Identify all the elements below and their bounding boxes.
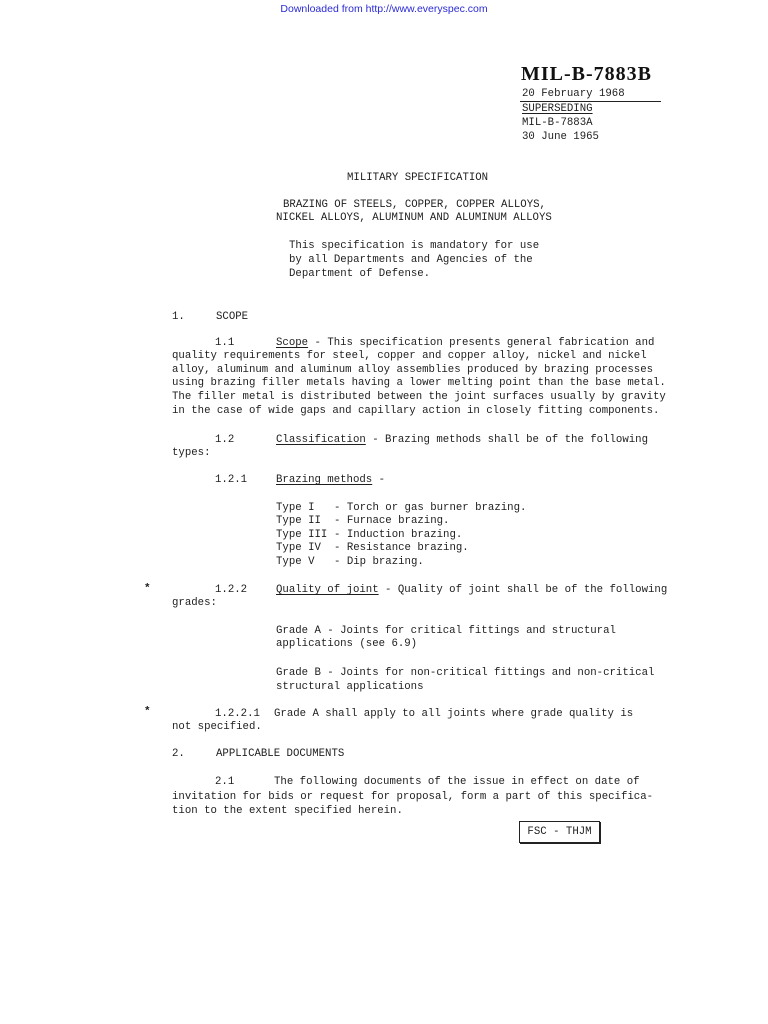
paragraph-text: - Brazing methods shall be of the following [365, 434, 648, 446]
paragraph-number: 2.1 [215, 776, 235, 788]
superseded-document-date: 30 June 1965 [522, 131, 599, 143]
brazing-type-label: Type V [276, 556, 315, 568]
paragraph-line: grades: [172, 597, 217, 609]
brazing-type-label: Type IV [276, 542, 321, 554]
revision-marker: * [144, 583, 151, 595]
paragraph-line: using brazing filler metals having a lower melting point than the base metal. [172, 377, 666, 389]
paragraph-number: 1.2.1 [215, 474, 248, 486]
paragraph-heading: Scope [276, 337, 309, 349]
section-number: 2. [172, 748, 185, 760]
grade-line: Grade A - Joints for critical fittings and structural [276, 625, 616, 637]
grade-line: Grade B - Joints for non-critical fittings and non-critical [276, 667, 655, 679]
paragraph-first-line [276, 434, 648, 447]
paragraph-line: invitation for bids or request for proposal, form a part of this specifica- [172, 791, 654, 803]
document-date: 20 February 1968 [522, 88, 625, 100]
paragraph-first-line [276, 337, 654, 350]
paragraph-heading: Brazing methods [276, 474, 373, 486]
paragraph-number: 1.2 [215, 434, 235, 446]
fsc-code: FSC - THJM [527, 826, 592, 838]
paragraph-first-line: The following documents of the issue in effect on date of [274, 776, 640, 788]
paragraph-line: quality requirements for steel, copper and copper alloy, nickel and nickel [172, 350, 647, 362]
brazing-type-description: - Dip brazing. [334, 556, 424, 568]
paragraph-heading: Classification [276, 434, 366, 446]
section-title: APPLICABLE DOCUMENTS [216, 748, 345, 760]
paragraph-heading: Quality of joint [276, 584, 379, 596]
paragraph-line: tion to the extent specified herein. [172, 805, 403, 817]
superseding-label: SUPERSEDING [522, 103, 593, 115]
paragraph-text: - Quality of joint shall be of the following [378, 584, 668, 596]
grade-line: applications (see 6.9) [276, 638, 418, 650]
brazing-type-label: Type III [276, 529, 328, 541]
paragraph-number: 1.2.2.1 [215, 708, 260, 720]
document-title: MILITARY SPECIFICATION [347, 172, 489, 184]
paragraph-line: not specified. [172, 721, 262, 733]
brazing-type-description: - Torch or gas burner brazing. [334, 502, 527, 514]
paragraph-line: types: [172, 447, 211, 459]
paragraph-first-line [276, 584, 667, 597]
subject-line: NICKEL ALLOYS, ALUMINUM AND ALUMINUM ALLOYS [276, 212, 552, 224]
applicability-line: by all Departments and Agencies of the [289, 254, 533, 266]
brazing-type-description: - Furnace brazing. [334, 515, 450, 527]
superseded-document-number: MIL-B-7883A [522, 117, 593, 129]
paragraph-text: - This specification presents general fabrication and [308, 337, 655, 349]
section-title: SCOPE [216, 311, 249, 323]
fsc-code-box [519, 821, 600, 843]
paragraph-number: 1.1 [215, 337, 235, 349]
section-number: 1. [172, 311, 185, 323]
applicability-line: Department of Defense. [289, 268, 431, 280]
brazing-type-description: - Resistance brazing. [334, 542, 469, 554]
paragraph-first-line [276, 474, 385, 487]
brazing-type-label: Type II [276, 515, 321, 527]
paragraph-text: - [372, 474, 386, 486]
date-rule [520, 101, 661, 102]
document-number: MIL-B-7883B [521, 63, 652, 85]
download-link[interactable]: Downloaded from http://www.everyspec.com [280, 3, 488, 15]
brazing-type-label: Type I [276, 502, 315, 514]
grade-line: structural applications [276, 681, 424, 693]
subject-line: BRAZING OF STEELS, COPPER, COPPER ALLOYS, [283, 199, 546, 211]
revision-marker: * [144, 706, 151, 718]
brazing-type-description: - Induction brazing. [334, 529, 463, 541]
paragraph-first-line: Grade A shall apply to all joints where grade quality is [274, 708, 634, 720]
paragraph-number: 1.2.2 [215, 584, 248, 596]
paragraph-line: The filler metal is distributed between the joint surfaces usually by gravity [172, 391, 666, 403]
applicability-line: This specification is mandatory for use [289, 240, 540, 252]
paragraph-line: in the case of wide gaps and capillary action in closely fitting components. [172, 405, 660, 417]
paragraph-line: alloy, aluminum and aluminum alloy assemblies produced by brazing processes [172, 364, 654, 376]
